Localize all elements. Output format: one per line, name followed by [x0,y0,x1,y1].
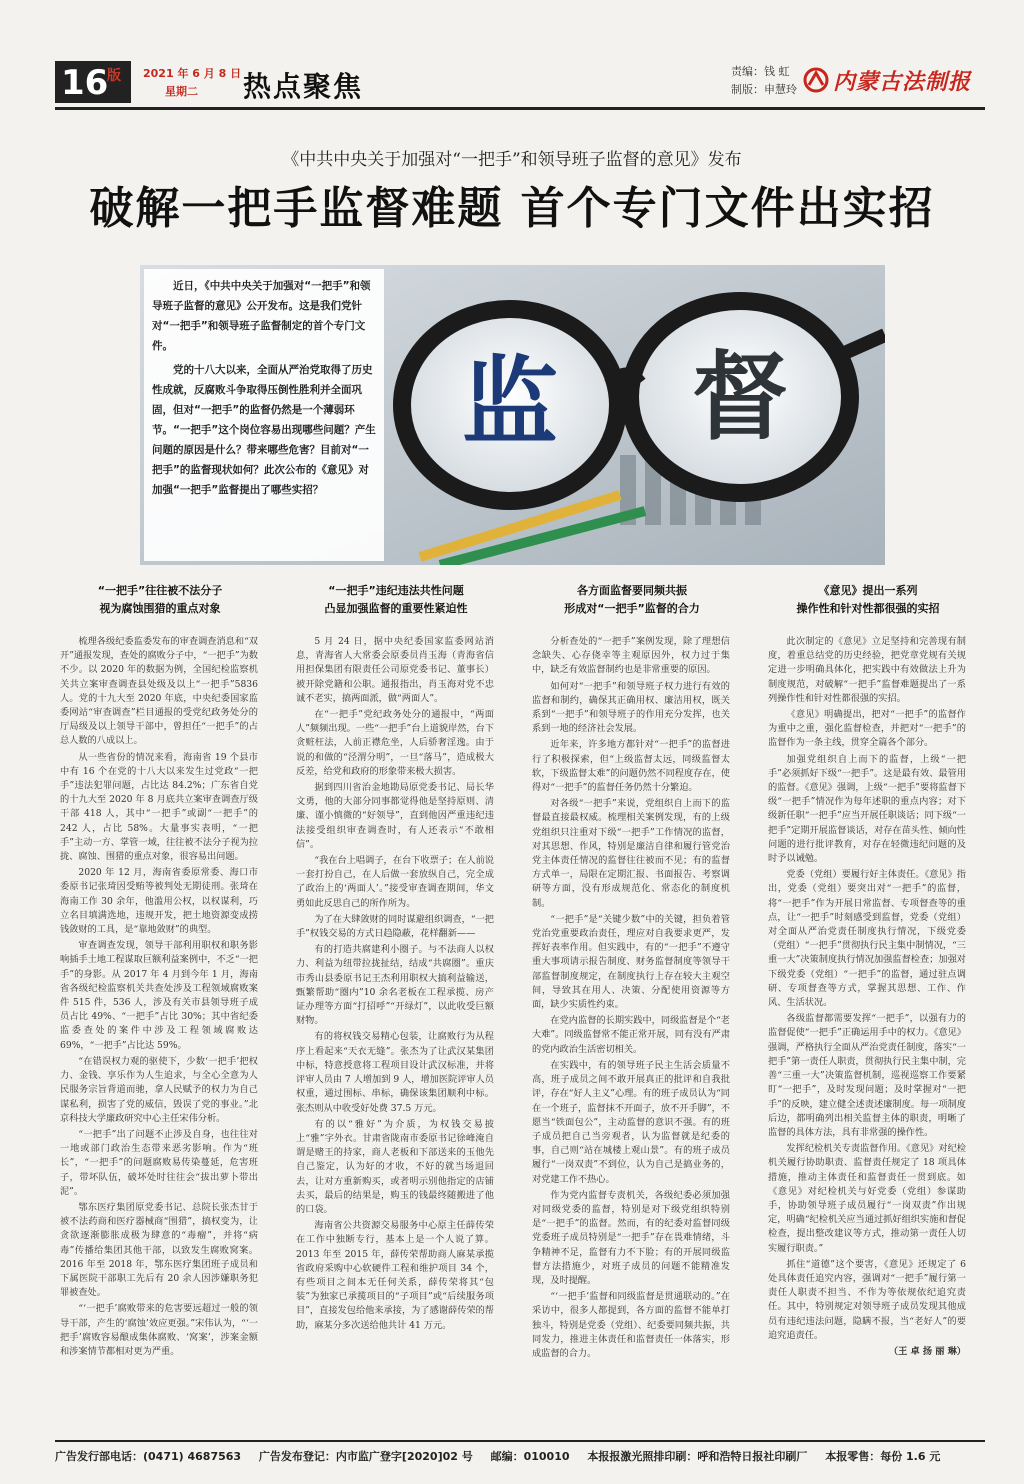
intro-paragraph: 近日，《中共中央关于加强对“一把手”和领导班子监督的意见》公开发布。这是我们党针对“一把手”和领导班子监督制定的首个专门文件。 [152,280,371,352]
article-intro [152,276,376,504]
footer-postcode: 邮编：010010 [490,1450,570,1463]
body-paragraph: 有的打造共腐建利小圈子。与不法商人以权力、利益为纽带拉拢扯结，结成“共腐圈”。重庆市秀山县委原书记王杰利用职权大搞利益输送，甄繁帮助“圈内”10 余名老板在工程承揽、房产证办理等方面“打招呼”“开绿灯”，以此收受巨额财物。 [296,944,494,1027]
hero-char-jian: 监 [462,346,558,458]
footer-ad-dept: 广告发行部电话：(0471) 4687563 [55,1450,242,1463]
body-paragraph: “在错误权力观的驱使下，少数‘一把手’把权力、金钱、享乐作为人生追求，与全心全意为人民服务宗旨背道而驰，拿人民赋予的权力为自己谋私利，损害了党的威信，毁误了党的事业。”北京科技大学廉政研究中心主任宋伟分析。 [60,1055,258,1124]
body-paragraph: 抓住“道德”这个要害，《意见》还规定了 6 处具体责任追究内容，强调对“一把手”履行第一责任人职责不担当、不作为等依规依纪追究责任。其中，特别规定对领导班子成员发现其他成员有违纪违法问题，隐瞒不报，当“老好人”的要追究追责任。 [768,1258,966,1341]
column-title-1 [60,582,260,618]
body-paragraph: 党委（党组）要履行好主体责任。《意见》指出，党委（党组）要突出对“一把手”的监督，将“一把手”作为开展日常监督、专项督查等的重点，让“一把手”时刻感受到监督，党委（党组）对全面从严治党责任制度执行情况，下级党委（党组）“一把手”贯彻执行民主集中制情况，“三重一大”决策制度执行情况加强监督检查；加强对下级党委（党组）“一把手”的监督，通过驻点调研、专项督查等方式，掌握其思想、工作、作风、生活状况。 [768,869,966,1009]
newspaper-logo [803,63,987,99]
column-title-line: 视为腐蚀围猎的重点对象 [99,602,221,615]
column-title-line: 《意见》提出一系列 [818,584,918,597]
issue-weekday: 星期二 [165,85,198,98]
body-paragraph: 各级监督都需要发挥“一把手”，以强有力的监督促使“一把手”正确运用手中的权力。《意见》强调，严格执行全面从严治党责任制度，落实“一把手”第一责任人职责，贯彻执行民主集中制，完善“三重一大”决策监督机制，巡视巡察工作要紧盯“一把手”，及时发现问题；及时掌握对“一把手”的反映，建立健全述责述廉制度。每一项制度后边，都明确列出相关监督主体的职责，明晰了监督的具体方法，具有非常强的操作性。 [768,1013,966,1138]
column-title-line: 操作性和针对性都很强的实招 [796,602,940,615]
editor-credits [731,63,797,99]
footer-ad-registration: 广告发布登记：内市监广登字[2020]02 号 [258,1450,473,1463]
body-paragraph: 发挥纪检机关专责监督作用。《意见》对纪检机关履行协助职责、监督责任规定了 18 项具体措施，推动主体责任和监督责任一贯到底。如《意见》对纪检机关与好党委（党组）参谋助手，协助领导班子成员履行“一岗双责”作出规定，明确“纪检机关应当通过抓好组织实施和督促检查，提出整改建议等方式，推动第一责任人切实履行职责。” [768,1143,966,1254]
body-paragraph: “一把手”出了问题不止涉及自身，也往往对一地或部门政治生态带来恶劣影响。作为“班长”，“一把手”的问题腐败易传染蔓延，危害班子，带坏队伍，破坏处时往往会“拔出萝卜带出泥”。 [60,1128,258,1197]
body-paragraph: 如何对“一把手”和领导班子权力进行有效的监督和制约，确保其正确用权、廉洁用权，既关系到“一把手”和领导班子的作用充分发挥，也关系到一地的经济社会发展。 [532,680,730,735]
editor-line: 责编：钱 虹 [731,65,790,78]
column-title-line: 各方面监督要同频共振 [577,584,687,597]
body-paragraph: 在实践中，有的领导班子民主生活会质量不高，班子成员之间不敢开展真正的批评和自我批评，存在“好人主义”心理。有的班子成员认为“同在一个班子，监督抹不开面子，放不开手脚”，不愿当“铁面包公”，主动监督的意识不强。有的班子成员把自己当旁观者，认为监督就是纪委的事，自己则“站在城楼上观山景”。有的班子成员履行“一岗双责”不到位，认为自己是搞业务的，对党建工作不热心。 [532,1059,730,1185]
body-paragraph: 对各级“一把手”来说，党组织自上而下的监督最直接最权威。梳理相关案例发现，有的上级党组织只注重对下级“一把手”工作情况的监督，对其思想、作风，特别是廉洁自律和履行管党治党主体责任情况的监督往往被而不见；有的监督方式单一，局限在定期汇报、书面报告、考察调研等方面，没有形成规范化、常态化的制度机制。 [532,798,730,909]
page-footer [55,1440,985,1464]
body-paragraph: 为了在大肆敛财的同时谋避组织调查，“一把手”权钱交易的方式日趋隐蔽，花样翻新—— [296,913,494,940]
column-title-line: 形成对“一把手”监督的合力 [564,602,700,615]
hero-char-du: 督 [692,341,788,453]
page-number: 16 [61,63,109,103]
body-paragraph: “‘一把手’腐败带来的危害要远超过一般的领导干部，产生的‘腐蚀’效应更强。”宋伟认为，“‘一把手’腐败容易酿成集体腐败、‘窝案’，涉案金额和涉案情节都相对更为严重。 [60,1303,258,1357]
body-paragraph: 在党内监督的长期实践中，同级监督是个“老大难”。同级监督常不能正常开展，同有没有严肃的党内政治生活密切相关。 [532,1015,730,1055]
column-title-2 [296,582,496,618]
article-column-3 [532,635,730,1363]
section-title: 热点聚焦 [243,70,364,103]
column-title-line: 凸显加强监督的重要性紧迫性 [324,602,468,615]
body-paragraph: 有的以“雅好”为介质，为权钱交易披上“雅”字外衣。甘肃省陇南市委原书记徐峰淹自谓是赌王的持家，商人老板和下部送来的玉他先自己鉴定，认为好的才收，不好的就当场退回去，让对方重新购买，或者明示别他指定的店铺去买，最后的结果是，购玉的钱最终随搬进了他的口袋。 [296,1118,494,1215]
body-paragraph: 加强党组织自上而下的监督，上级“一把手”必须抓好下级“一把手”。这是最有效、最管用的监督。《意见》强调，上级“一把手”要将监督下级“一把手”情况作为每年述职的重点内容；对下级新任职“一把手”应当开展任职谈话；同下级“一把手”定期开展监督谈话，对存在苗头性、倾向性问题的进行批评教育，对存在轻微违纪问题的及时予以诫勉。 [768,753,966,865]
article-headline: 破解一把手监督难题 首个专门文件出实招 [89,183,935,234]
body-paragraph: 《意见》明确提出，把对“一把手”的监督作为重中之重，强化监督检查，并把对“一把手”的监督作为一条主线，贯穿全篇各个部分。 [768,709,966,749]
body-paragraph: 2020 年 12 月，海南省委原常委、海口市委原书记张琦因受贿等被判处无期徒刑。张琦在海南工作 30 余年，他滥用公权，以权谋利，巧立名目填满选地，违规开发，把土地资源变成捞钱敛财的工具，是“靠地敛财”的典型。 [60,867,258,936]
body-paragraph: “我在台上唱调子，在台下收票子；在人前说一套打扮自己，在人后做一套放纵自己，完全成了政治上的‘两面人’。”接受审查调查期间，华文勇如此反思自己的所作所为。 [296,855,494,909]
footer-printer: 本报报激光照排印刷：呼和浩特日报社印刷厂 [587,1450,808,1463]
article-subhead: 《中共中央关于加强对“一把手”和领导班子监督的意见》发布 [282,150,742,170]
body-paragraph: 近年来，许多地方都针对“一把手”的监督进行了积极探索，但“上级监督太远，同级监督太软，下级监督太难”的问题仍然不同程度存在，使得对“一把手”的监督任务仍然十分繁迫。 [532,739,730,794]
body-paragraph: 鄂东医疗集团原党委书记、总院长张杰甘于被不法药商和医疗器械商“围猎”，搞权变为，让贪欲逐渐膨胀成极为肆意的“毒瘤”，并将“病毒”传播给集团其他干部，以致发生腐败窝案。2016 年至 2018 年，鄂东医疗集团班子成员和下属医院干部职工先后有 20 余人因涉嫌职务犯罪被查处。 [60,1201,258,1299]
body-paragraph: 梳理各级纪委监委发布的审查调查消息和“双开”通报发现，查处的腐败分子中，“一把手”为数不少。以 2020 年的数据为例，全国纪检监察机关共立案审查调查县处级及以上“一把手”5836 人。党的十九大至 2020 年底，中央纪委国家监委网站“审查调查”栏目通报的受党纪政务处分的厅局级及以上领导干部中，曾担任“一把手”的占总人数的八成以上。 [60,636,258,747]
page-number-box [55,61,131,103]
body-paragraph: 审查调查发现，领导干部利用职权和职务影响插手土地工程谋取巨额利益案例中，不乏“一把手”的身影。从 2017 年 4 月到今年 1 月，海南省各级纪检监察机关共查处涉及工程领域腐败案件 515 件，536 人，涉及有关市县领导班子成员占比 49%、“一把手”占比 30%；其中省纪委监委查处的案件中涉及工程领域腐败达 69%，“一把手”占比达 59%。 [60,940,258,1051]
body-paragraph: “‘一把手’监督和同级监督是贯通联动的。”在采访中，很多人都提到，各方面的监督不能单打独斗，特别是党委（党组）、纪委要同频共振，共同发力，推进主体责任和监督责任一体落实，形成监督的合力。 [532,1291,730,1359]
body-paragraph: 在“一把手”党纪政务处分的通报中，“两面人”频频出现。一些“一把手”台上道貌岸然，台下贪赃枉法，人前正襟危坐，人后骄奢淫逸。由于说的和做的“泾渭分明”，一旦“落马”，造成极大反差，给党和政府的形象带来极大损害。 [296,709,494,777]
issue-date: 2021 年 6 月 8 日 [143,67,242,80]
body-paragraph: 作为党内监督专责机关，各级纪委必须加强对同级党委的监督，特别是对下级党组织特别是“一把手”的监督。然而，有的纪委对监督同级党委班子成员特别是“一把手”存在畏难情绪，斗争精神不足，监督有力不下脸；有的开展同级监督方法措施少，对班子成员的问题不能精准发现，及时提醒。 [532,1189,730,1286]
article-column-2 [296,635,494,1335]
body-paragraph: 5 月 24 日，据中央纪委国家监委网站消息，青海省人大常委会原委员肖玉海（青海省信用担保集团有限责任公司原党委书记、董事长）被开除党籍和公职。通报指出，肖玉海对党不忠诚不老实，搞两面派，做“两面人”。 [296,636,494,704]
ban-mark: 版 [107,68,121,84]
body-paragraph: 据到四川省治金地勘局原党委书记、局长华文勇，他的大部分同事都觉得他是坚持原则、清廉、谨小慎微的“好领导”，直到他因严重违纪违法接受组织审查调查时，有人还表示“不敢相信”。 [296,782,494,850]
body-paragraph: 海南省公共资源交易服务中心原主任薛传荣在工作中独断专行，基本上是一个人说了算。2013 年至 2015 年，薛传荣帮助商人麻某承揽省政府采购中心软硬件工程和维护项目 34 个，有些项目之间本无任何关系，薛传荣将其“包装”为独家已承揽项目的“子项目”或“后续服务项目”，直接发包给他来承接，为了感谢薛传荣的帮助，麻某分多次送给他共计 41 万元。 [296,1220,494,1331]
body-paragraph: 从一些省份的情况来看，海南省 19 个县市中有 16 个在党的十八大以来发生过党政“一把手”违法犯罪问题，占比达 84.2%；广东省自党的十九大至 2020 年 8 月底共立案审查调查厅级干部 418 人，其中“一把手”或副“一把手”的 242 人，占比 58%。大量事实表明，“一把手”主动一方、掌管一域，往往被不法分子视为拉拢、腐蚀、围猎的重点对象，很容易出问题。 [60,751,258,863]
body-paragraph: “一把手”是“关键少数”中的关键，担负着管党治党重要政治责任，理应对自我要求更严，发挥好表率作用。但实践中，有的“一把手”不遵守重大事项请示报告制度、财务监督制度等领导干部监督制度规定，在制度执行上存在较大主观空间，导致其在用人、决策、分配使用资源等方面，缺少实质性约束。 [532,913,730,1011]
body-paragraph: 分析查处的“一把手”案例发现，除了理想信念缺失、心存侥幸等主观原因外，权力过于集中，缺乏有效监督制约也是非常重要的原因。 [532,636,730,676]
footer-price: 本报零售：每份 1.6 元 [825,1450,941,1463]
column-title-4 [768,582,968,618]
column-title-3 [532,582,732,618]
body-paragraph: 有的将权钱交易精心包装，让腐败行为从程序上看起来“天衣无缝”。张杰为了让武汉某集团中标，特意授意将工程项目设计武汉标准，并将评审人员由 7 人增加到 9 人，增加医院评审人员权重，通过围标、串标，确保该集团顺利中标。张杰则从中收受好处费 37.5 万元。 [296,1031,494,1114]
author-signature: （王 卓 扬 丽 琳） [888,1345,966,1357]
producer-line: 制版：申慧玲 [731,83,797,96]
body-paragraph: 此次制定的《意见》立足坚持和完善现有制度，着重总结党的历史经验，把党章党规有关规定进一步明确具体化，把实践中有效做法上升为制度规范，对破解“一把手”监督难题提出了一系列操作性和针对性都很强的实招。 [768,636,966,704]
article-column-1 [60,635,258,1361]
column-title-line: “一把手”违纪违法共性问题 [328,584,464,597]
column-title-line: “一把手”往往被不法分子 [97,584,223,597]
article-column-4 [768,635,966,1361]
logo-mark-icon [803,67,829,93]
intro-paragraph: 党的十八大以来，全面从严治党取得了历史性成就，反腐败斗争取得压倒性胜利并全面巩固，但对“一把手”的监督仍然是一个薄弱环节。“一把手”这个岗位容易出现哪些问题？产生问题的原因是什么？带来哪些危害？目前对“一把手”的监督现状如何？此次公布的《意见》对加强“一把手”监督提出了哪些实招？ [152,364,376,496]
masthead [55,55,985,110]
newspaper-name: 内蒙古法制报 [833,69,972,95]
